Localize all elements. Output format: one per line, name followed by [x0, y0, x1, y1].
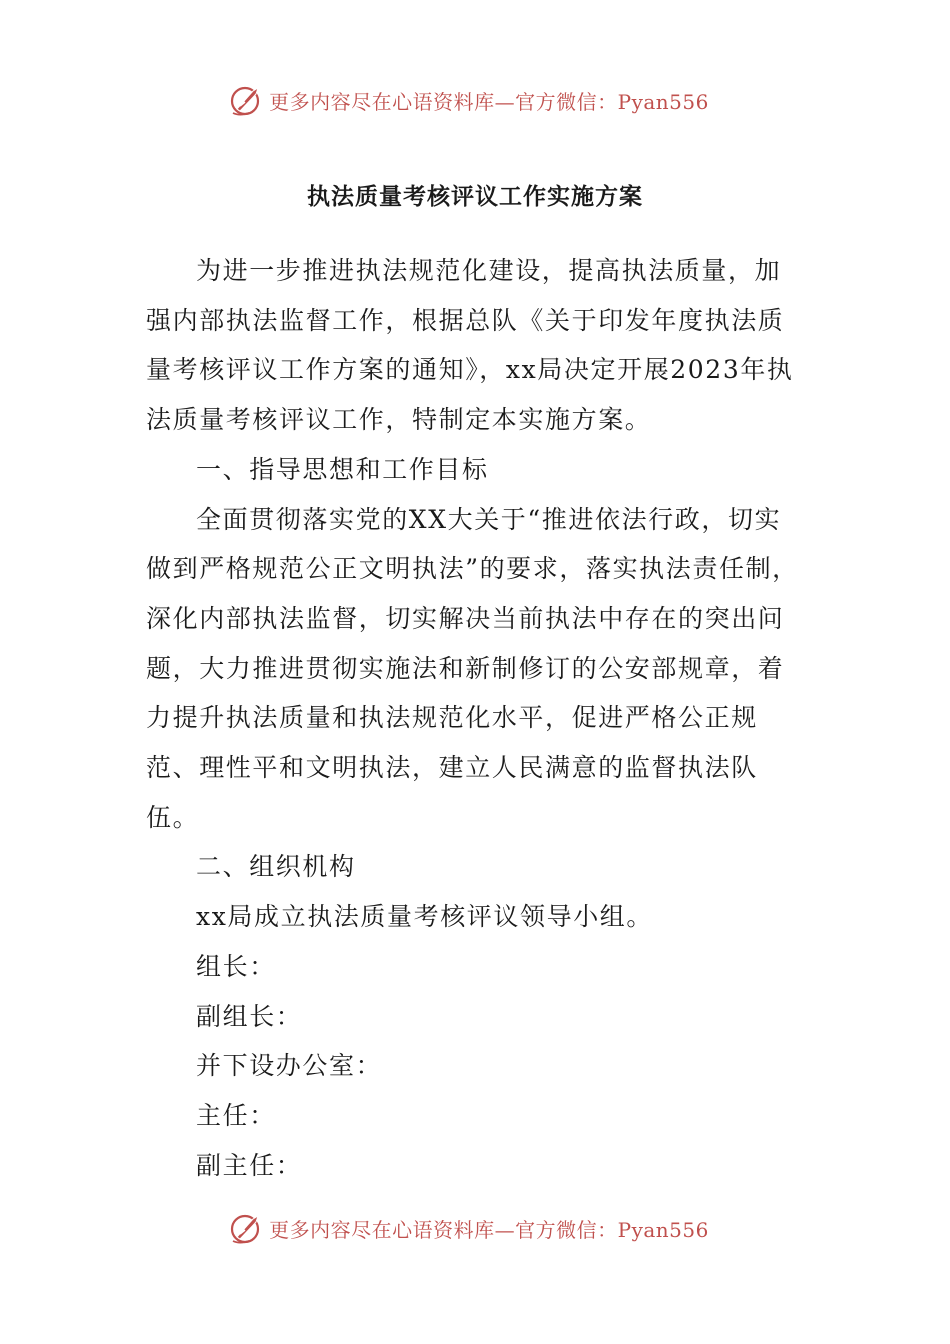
banner-text: 更多内容尽在心语资料库—官方微信：Pyan556 [269, 1217, 709, 1242]
paragraph-intro: 为进一步推进执法规范化建设，提高执法质量，加强内部执法监督工作，根据总队《关于印发年度执法质量考核评议工作方案的通知》，xx局决定开展2023年执法质量考核评议工作，特制定本实施方案。 [146, 256, 794, 435]
pen-nib-logo-icon [229, 1210, 265, 1246]
document-body [146, 246, 806, 1190]
line-group-leader: 组长： [196, 951, 276, 981]
line-office: 并下设办公室： [196, 1051, 383, 1081]
line-director: 主任： [196, 1100, 276, 1130]
header-banner [0, 80, 950, 120]
banner-text: 更多内容尽在心语资料库—官方微信：Pyan556 [269, 89, 709, 114]
paragraph-guiding-thought: 全面贯彻落实党的XX大关于“推进依法行政，切实做到严格规范公正文明执法”的要求，落实执法责任制，深化内部执法监督，切实解决当前执法中存在的突出问题，大力推进贯彻实施法和新制修订的公安部规章，着力提升执法质量和执法规范化水平，促进严格公正规范、理性平和文明执法，建立人民满意的监督执法队伍。 [146, 504, 799, 832]
pen-nib-logo-icon [229, 82, 265, 118]
footer-banner [0, 1208, 950, 1248]
section-heading-2: 二、组织机构 [196, 852, 356, 882]
line-deputy-director: 副主任： [196, 1150, 303, 1180]
section-heading-1: 一、指导思想和工作目标 [196, 454, 489, 484]
document-title: 执法质量考核评议工作实施方案 [307, 183, 643, 210]
line-deputy-group-leader: 副组长： [196, 1001, 303, 1031]
paragraph-organization: xx局成立执法质量考核评议领导小组。 [196, 902, 653, 932]
